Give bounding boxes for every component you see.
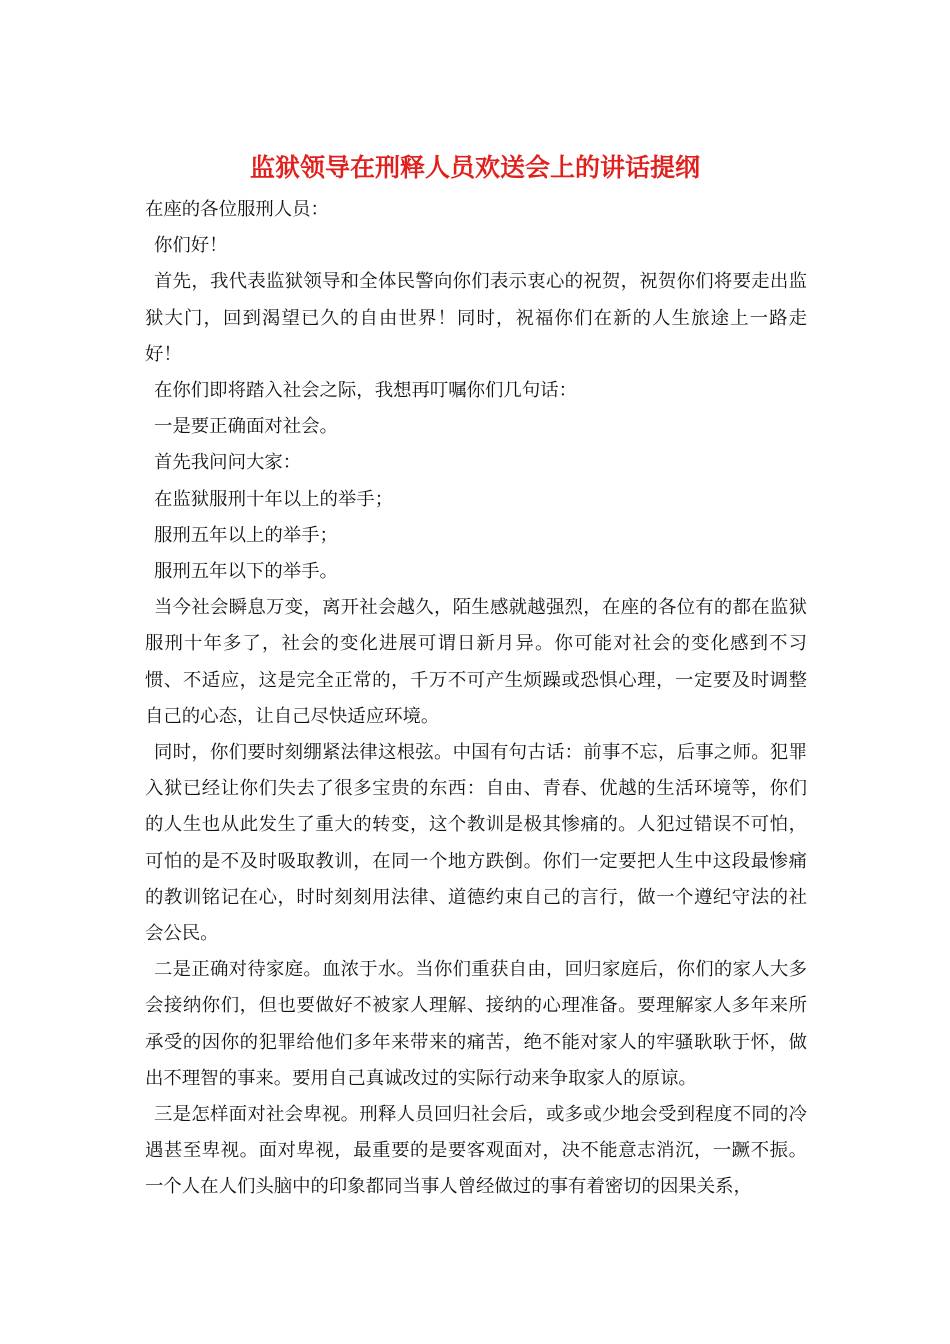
salutation: 在座的各位服刑人员： xyxy=(145,199,329,220)
point-one-heading: 一是要正确面对社会。 xyxy=(154,416,338,438)
paragraph-society-change: 当今社会瞬息万变，离开社会越久，陌生感就越强烈，在座的各位有的都在监狱服刑十年多了，社会的变化进展可谓日新月异。你可能对社会的变化感到不习惯、不适应，这是完全正常的，千万不可产生烦躁或恐惧心理，一定要及时调整自己的心态，让自己尽快适应环境。 xyxy=(145,597,807,727)
greeting: 你们好！ xyxy=(154,235,228,257)
document-title: 监狱领导在刑释人员欢送会上的讲话提纲 xyxy=(249,153,700,182)
paragraph-intro: 在你们即将踏入社会之际，我想再叮嘱你们几句话： xyxy=(154,380,577,402)
document-body xyxy=(145,192,807,1206)
paragraph-congratulations: 首先，我代表监狱领导和全体民警向你们表示衷心的祝贺，祝贺你们将要走出监狱大门，回到渴望已久的自由世界！同时，祝福你们在新的人生旅途上一路走好！ xyxy=(145,271,807,365)
list-item: 在监狱服刑十年以上的举手； xyxy=(154,488,394,510)
point-three-discrimination: 三是怎样面对社会卑视。刑释人员回归社会后，或多或少地会受到程度不同的冷遇甚至卑视。面对卑视，最重要的是要客观面对，决不能意志消沉，一蹶不振。一个人在人们头脑中的印象都同当事人曾经做过的事有着密切的因果关系， xyxy=(145,1104,807,1198)
paragraph-law: 同时，你们要时刻绷紧法律这根弦。中国有句古话：前事不忘，后事之师。犯罪入狱已经让你们失去了很多宝贵的东西：自由、青春、优越的生活环境等，你们的人生也从此发生了重大的转变，这个教训是极其惨痛的。人犯过错误不可怕，可怕的是不及时吸取教训，在同一个地方跌倒。你们一定要把人生中这段最惨痛的教训铭记在心，时时刻刻用法律、道德约束自己的言行，做一个遵纪守法的社会公民。 xyxy=(145,742,807,945)
point-two-family: 二是正确对待家庭。血浓于水。当你们重获自由，回归家庭后，你们的家人大多会接纳你们，但也要做好不被家人理解、接纳的心理准备。要理解家人多年来所承受的因你的犯罪给他们多年来带来的痛苦，绝不能对家人的牢骚耿耿于怀，做出不理智的事来。要用自己真诚改过的实际行动来争取家人的原谅。 xyxy=(145,959,807,1089)
list-item: 服刑五年以下的举手。 xyxy=(154,561,338,583)
paragraph-question: 首先我问问大家： xyxy=(154,452,302,474)
list-item: 服刑五年以上的举手； xyxy=(154,524,338,546)
